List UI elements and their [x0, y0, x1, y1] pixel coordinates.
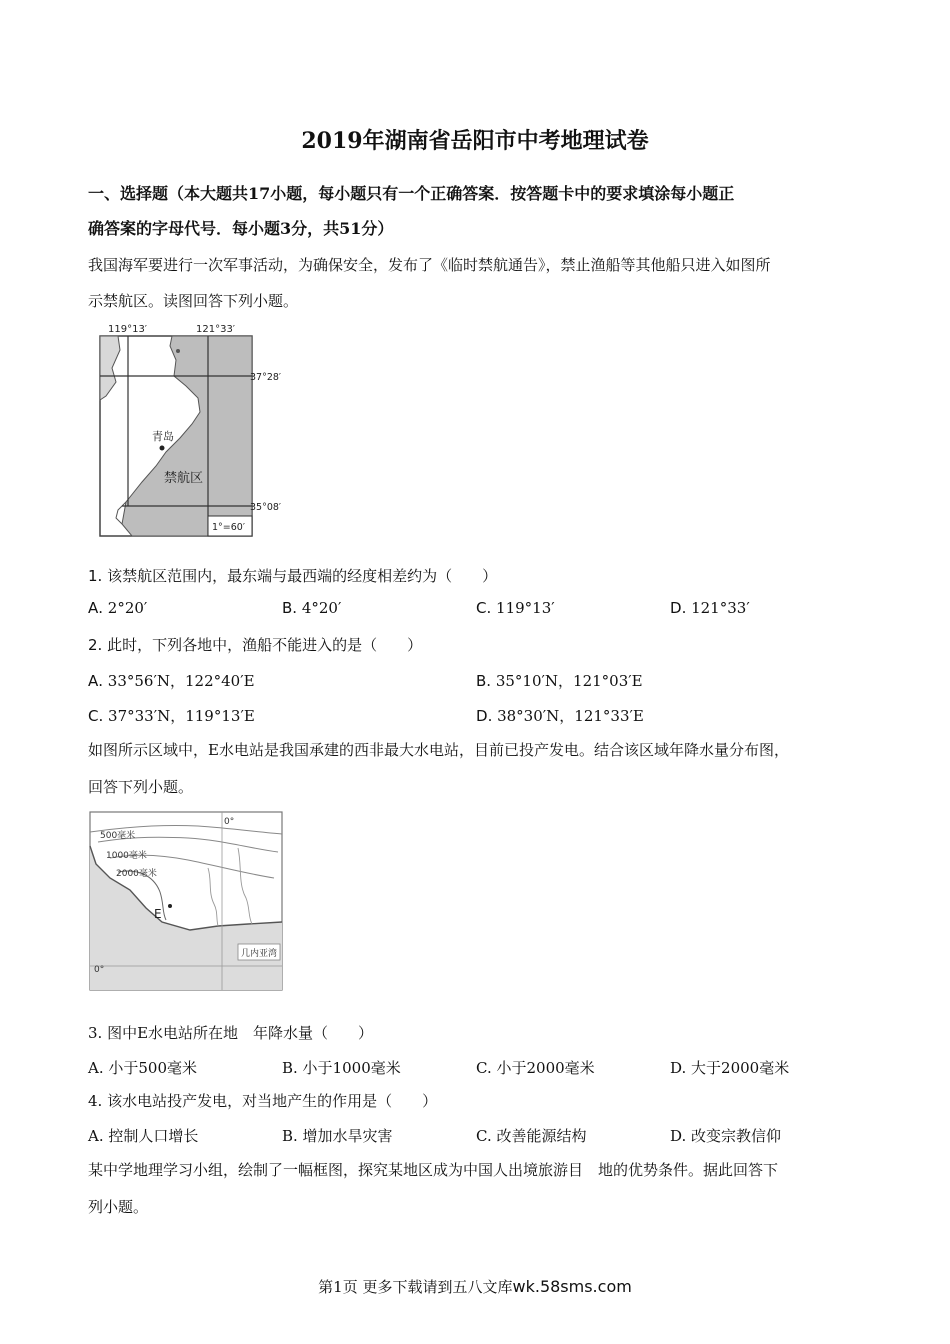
station-e-marker: [168, 904, 172, 908]
question-1: [88, 565, 497, 586]
lon-label-east: 121°33′: [196, 324, 236, 335]
q1-option-a-text: . 2°20′: [98, 599, 148, 617]
q4-option-d: D. 改变宗教信仰: [670, 1127, 782, 1145]
intro3-line1: 某中学地理学习小组，绘制了一幅框图，探究某地区成为中国人出境旅游目 地的优势条件。据此回答下: [88, 1161, 779, 1179]
lat-label-north: 37°28′: [250, 372, 282, 383]
q2-option-c-text: . 37°33′N，119°13′E: [98, 707, 255, 725]
q3-option-d: D. 大于2000毫米: [670, 1059, 790, 1077]
intro3-line2: 列小题。: [88, 1198, 149, 1216]
q1-option-a: [88, 599, 147, 617]
intro1-line2: 示禁航区。读图回答下列小题。: [88, 292, 299, 310]
q1-option-b-text: . 4°20′: [292, 599, 342, 617]
q4-option-a: A. 控制人口增长: [88, 1127, 199, 1145]
lon-label-west: 119°13′: [108, 324, 148, 335]
q1-option-d-text: . 121°33′: [681, 599, 750, 617]
question-2: [88, 634, 422, 655]
section-heading-line1: 一、选择题（本大题共17小题，每小题只有一个正确答案．按答题卡中的要求填涂每小题正: [88, 184, 735, 203]
lat-label-south: 35°08′: [250, 502, 282, 513]
q1-option-d: [670, 599, 750, 617]
q1-option-b: [282, 599, 341, 617]
no-navigation-zone-map: [92, 320, 292, 542]
intro2-line1: 如图所示区域中，E水电站是我国承建的西非最大水电站，目前已投产发电。结合该区域年降水量分布图，: [88, 741, 789, 759]
intro2-line2: 回答下列小题。: [88, 778, 194, 796]
page-title: 2019年湖南省岳阳市中考地理试卷: [301, 128, 649, 154]
zone-label: 禁航区: [164, 471, 204, 486]
q3-option-b: B. 小于1000毫米: [282, 1059, 401, 1077]
q4-option-b: B. 增加水旱灾害: [282, 1127, 393, 1145]
q2-option-c-letter: C: [88, 707, 99, 725]
q2-option-d: [476, 705, 644, 726]
precipitation-map: [88, 808, 288, 994]
q2-option-b-letter: B: [476, 672, 487, 690]
question-2-number: 2: [88, 636, 98, 654]
page-footer: [0, 1276, 950, 1297]
intro1-line1: 我国海军要进行一次军事活动，为确保安全，发布了《临时禁航通告》，禁止渔船等其他船只进入如图所: [88, 256, 771, 274]
equator-label: 0°: [94, 965, 105, 975]
isohyet-2000-label: 2000毫米: [116, 869, 157, 879]
question-2-text: . 此时，下列各地中，渔船不能进入的是（ ）: [97, 636, 423, 654]
map-scale: 1°=60′: [212, 522, 245, 533]
q2-option-b: [476, 670, 643, 691]
station-e-label: E: [154, 907, 162, 921]
q4-option-c: C. 改善能源结构: [476, 1127, 587, 1145]
question-3: 3. 图中E水电站所在地 年降水量（ ）: [88, 1024, 374, 1042]
q2-option-b-text: . 35°10′N，121°03′E: [486, 672, 643, 690]
footer-url[interactable]: wk.58sms.com: [512, 1277, 632, 1296]
q2-option-a-text: . 33°56′N，122°40′E: [98, 672, 255, 690]
city-label: 青岛: [152, 430, 174, 443]
meridian-label: 0°: [224, 817, 235, 827]
q2-option-a-letter: A: [88, 672, 99, 690]
question-1-number: 1: [88, 567, 98, 585]
q1-option-b-letter: B: [282, 599, 293, 617]
q1-option-a-letter: A: [88, 599, 99, 617]
city-marker: [160, 446, 165, 451]
q1-option-c: [476, 599, 555, 617]
q2-option-d-text: . 38°30′N，121°33′E: [487, 707, 644, 725]
q2-option-d-letter: D: [476, 707, 488, 725]
q2-option-a: [88, 670, 255, 691]
footer-text: 第1页 更多下载请到五八文库: [318, 1278, 513, 1296]
q3-option-a: A. 小于500毫米: [88, 1059, 197, 1077]
q1-option-c-text: . 119°13′: [486, 599, 555, 617]
isohyet-500-label: 500毫米: [100, 831, 136, 841]
gulf-label: 几内亚湾: [241, 949, 278, 959]
section-heading-line2: 确答案的字母代号．每小题3分，共51分）: [88, 219, 394, 238]
q1-option-d-letter: D: [670, 599, 682, 617]
q2-option-c: [88, 705, 255, 726]
q1-option-c-letter: C: [476, 599, 487, 617]
question-4: 4. 该水电站投产发电，对当地产生的作用是（ ）: [88, 1092, 438, 1110]
q3-option-c: C. 小于2000毫米: [476, 1059, 595, 1077]
isohyet-1000-label: 1000毫米: [106, 851, 147, 861]
question-1-text: . 该禁航区范围内，最东端与最西端的经度相差约为（ ）: [97, 567, 498, 585]
